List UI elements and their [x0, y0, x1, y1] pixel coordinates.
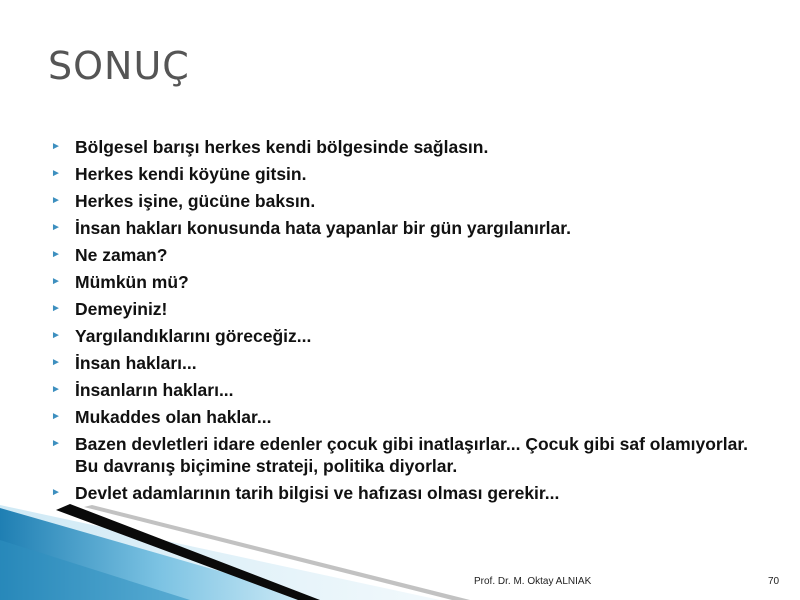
slide-title: SONUÇ — [48, 44, 190, 88]
bullet-item — [51, 352, 751, 374]
bullet-text: Bölgesel barışı herkes kendi bölgesinde sağlasın. — [75, 137, 489, 157]
bullet-text: Yargılandıklarını göreceğiz... — [75, 326, 312, 346]
page-number: 70 — [768, 576, 780, 587]
triangle-right-icon: ► — [51, 357, 61, 368]
triangle-right-icon: ► — [51, 222, 61, 233]
bullet-text: Mukaddes olan haklar... — [75, 407, 272, 427]
bullet-item — [51, 163, 751, 185]
bullet-item — [51, 298, 751, 320]
triangle-right-icon: ► — [51, 438, 61, 449]
bullet-item — [51, 136, 751, 158]
bullet-text: İnsanların hakları... — [75, 380, 234, 400]
bullet-item — [51, 406, 751, 428]
bullet-item — [51, 190, 751, 212]
triangle-right-icon: ► — [51, 303, 61, 314]
triangle-right-icon: ► — [51, 384, 61, 395]
bullet-text: Herkes işine, gücüne baksın. — [75, 191, 316, 211]
triangle-right-icon: ► — [51, 168, 61, 179]
footer-author: Prof. Dr. M. Oktay ALNIAK — [474, 576, 592, 587]
bullet-item — [51, 271, 751, 293]
bullet-text: Devlet adamlarının tarih bilgisi ve hafızası olması gerekir... — [75, 483, 560, 503]
bullet-item — [51, 482, 751, 504]
triangle-right-icon: ► — [51, 249, 61, 260]
bullet-text: Mümkün mü? — [75, 272, 189, 292]
bullet-item — [51, 379, 751, 401]
bullet-text: Ne zaman? — [75, 245, 168, 265]
bullet-list — [51, 136, 751, 509]
bullet-text: İnsan hakları... — [75, 353, 197, 373]
bullet-text: İnsan hakları konusunda hata yapanlar bir gün yargılanırlar. — [75, 218, 571, 238]
triangle-right-icon: ► — [51, 411, 61, 422]
triangle-right-icon: ► — [51, 195, 61, 206]
bullet-item — [51, 433, 751, 477]
bullet-text: Demeyiniz! — [75, 299, 168, 319]
bullet-item — [51, 217, 751, 239]
triangle-right-icon: ► — [51, 141, 61, 152]
bullet-text: Bazen devletleri idare edenler çocuk gibi inatlaşırlar... Çocuk gibi saf olamıyorlar. Bu davranış biçimine strateji, politika diyorlar. — [75, 434, 749, 476]
triangle-right-icon: ► — [51, 487, 61, 498]
triangle-right-icon: ► — [51, 276, 61, 287]
triangle-right-icon: ► — [51, 330, 61, 341]
bullet-item — [51, 325, 751, 347]
bullet-item — [51, 244, 751, 266]
bullet-text: Herkes kendi köyüne gitsin. — [75, 164, 307, 184]
